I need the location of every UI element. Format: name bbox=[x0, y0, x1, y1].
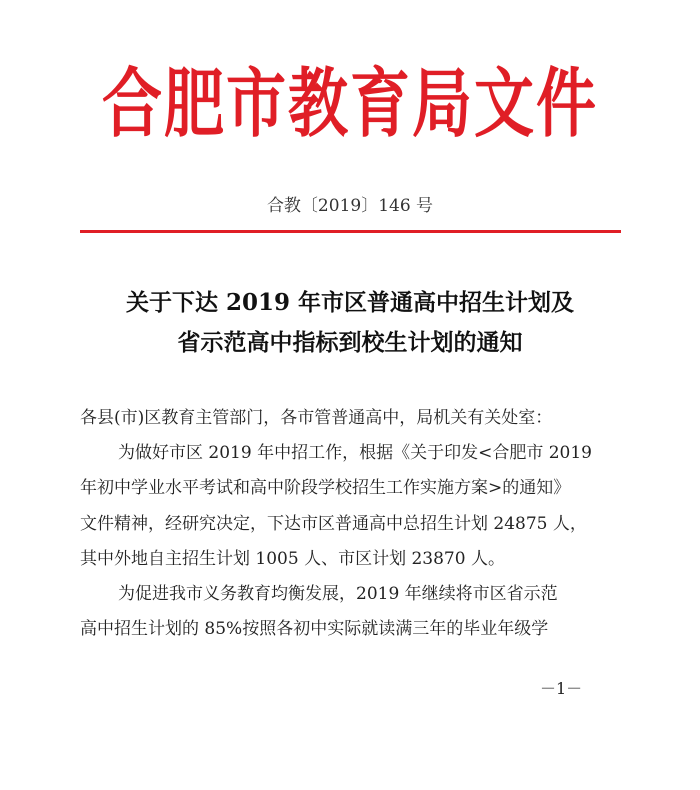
notice-title-line-2: 省示范高中指标到校生计划的通知 bbox=[177, 329, 523, 356]
paragraph-2-line-1: 为促进我市义务教育均衡发展，2019 年继续将市区省示范 bbox=[118, 584, 558, 605]
notice-title-line-1: 关于下达 2019 年市区普通高中招生计划及 bbox=[125, 289, 575, 316]
addressee-line: 各县(市)区教育主管部门，各市管普通高中，局机关有关处室： bbox=[80, 408, 553, 428]
notice-title bbox=[0, 283, 700, 363]
red-separator-line bbox=[80, 230, 621, 233]
document-number: 合教〔2019〕146 号 bbox=[266, 196, 434, 216]
notice-body bbox=[80, 401, 625, 647]
masthead-title: 合肥市教育局文件 bbox=[102, 60, 598, 148]
paragraph-1-line-1: 为做好市区 2019 年中招工作，根据《关于印发<合肥市 2019 bbox=[118, 443, 592, 464]
paragraph-1-line-4: 其中外地自主招生计划 1005 人、市区计划 23870 人。 bbox=[80, 548, 505, 569]
paragraph-2-line-2: 高中招生计划的 85%按照各初中实际就读满三年的毕业年级学 bbox=[80, 619, 549, 640]
page-number: －1－ bbox=[540, 679, 583, 698]
paragraph-1-line-3: 文件精神，经研究决定，下达市区普通高中总招生计划 24875 人， bbox=[80, 513, 587, 534]
paragraph-1-line-2: 年初中学业水平考试和高中阶段学校招生工作实施方案>的通知》 bbox=[80, 478, 571, 499]
